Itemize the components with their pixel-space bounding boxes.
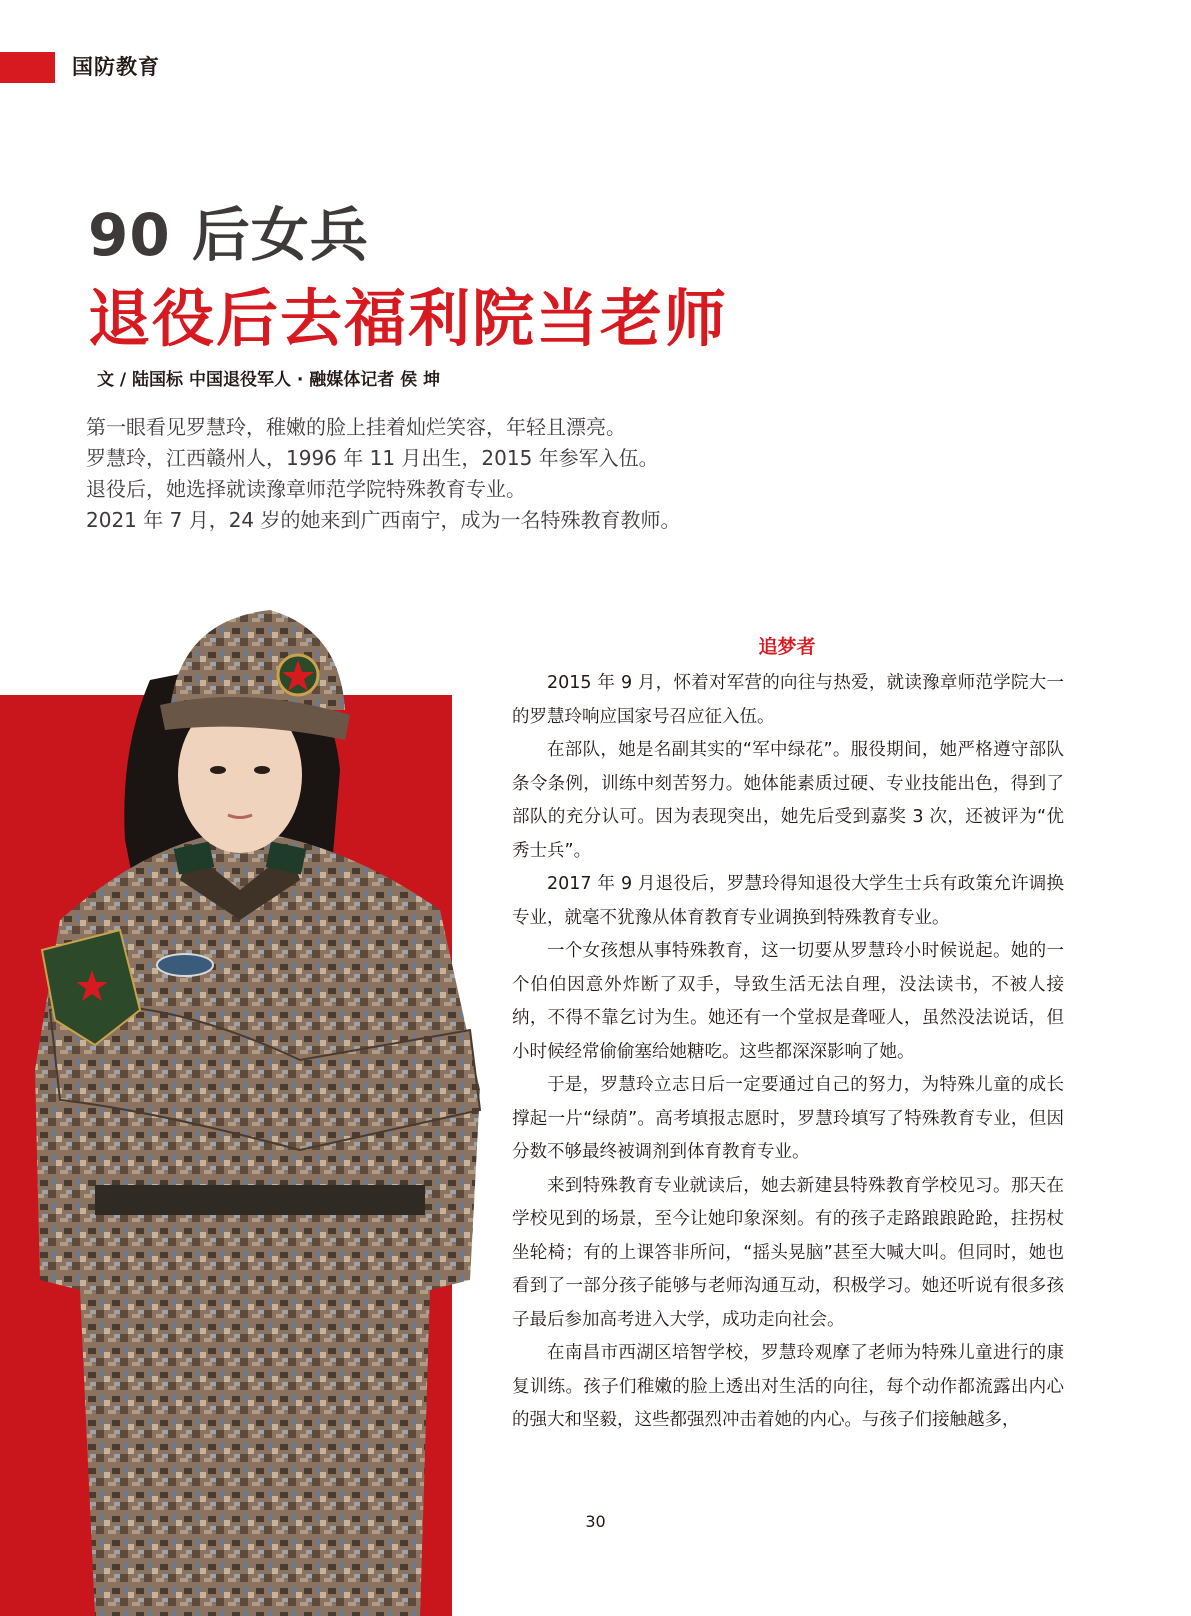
section-color-bar: [0, 52, 55, 83]
body-paragraph: 2015 年 9 月，怀着对军营的向往与热爱，就读豫章师范学院大一的罗慧玲响应国家号召应征入伍。: [512, 673, 1064, 727]
body-paragraph: 在部队，她是名副其实的“军中绿花”。服役期间，她严格遵守部队条令条例，训练中刻苦努力。她体能素质过硬、专业技能出色，得到了部队的充分认可。因为表现突出，她先后受到嘉奖 3 次，还被评为“优秀士兵”。: [512, 740, 1064, 861]
section-subhead: 追梦者: [758, 636, 816, 658]
article-intro: [86, 412, 986, 536]
intro-line: 罗慧玲，江西赣州人，1996 年 11 月出生，2015 年参军入伍。: [86, 446, 659, 470]
intro-line: 2021 年 7 月，24 岁的她来到广西南宁，成为一名特殊教育教师。: [86, 508, 681, 532]
body-paragraph: 2017 年 9 月退役后，罗慧玲得知退役大学生士兵有政策允许调换专业，就毫不犹豫从体育教育专业调换到特殊教育专业。: [512, 874, 1064, 928]
body-paragraph: 一个女孩想从事特殊教育，这一切要从罗慧玲小时候说起。她的一个伯伯因意外炸断了双手，导致生活无法自理，没法读书，不被人接纳，不得不靠乞讨为生。她还有一个堂叔是聋哑人，虽然没法说话，但小时候经常偷偷塞给她糖吃。这些都深深影响了她。: [512, 941, 1064, 1062]
body-paragraph: 来到特殊教育专业就读后，她去新建县特殊教育学校见习。那天在学校见到的场景，至今让她印象深刻。有的孩子走路踉踉跄跄，拄拐杖坐轮椅；有的上课答非所问，“摇头晃脑”甚至大喊大叫。但同时，她也看到了一部分孩子能够与老师沟通互动，积极学习。她还听说有很多孩子最后参加高考进入大学，成功走向社会。: [512, 1175, 1064, 1330]
body-paragraph: 于是，罗慧玲立志日后一定要通过自己的努力，为特殊儿童的成长撑起一片“绿荫”。高考填报志愿时，罗慧玲填写了特殊教育专业，但因分数不够最终被调剂到体育教育专业。: [512, 1075, 1064, 1162]
article-body: [512, 667, 1064, 1438]
soldier-photo: [0, 590, 500, 1616]
intro-line: 退役后，她选择就读豫章师范学院特殊教育专业。: [86, 477, 526, 501]
article-title-line2: 退役后去福利院当老师: [88, 282, 729, 355]
article-byline: 文 / 陆国标 中国退役军人 · 融媒体记者 侯 坤: [97, 370, 441, 390]
article-title-line1: 90 后女兵: [88, 201, 369, 269]
intro-line: 第一眼看见罗慧玲，稚嫩的脸上挂着灿烂笑容，年轻且漂亮。: [86, 415, 626, 439]
section-label: 国防教育: [72, 55, 160, 79]
page-number: 30: [585, 1512, 606, 1531]
body-paragraph: 在南昌市西湖区培智学校，罗慧玲观摩了老师为特殊儿童进行的康复训练。孩子们稚嫩的脸上透出对生活的向往，每个动作都流露出内心的强大和坚毅，这些都强烈冲击着她的内心。与孩子们接触越多，: [512, 1343, 1064, 1430]
